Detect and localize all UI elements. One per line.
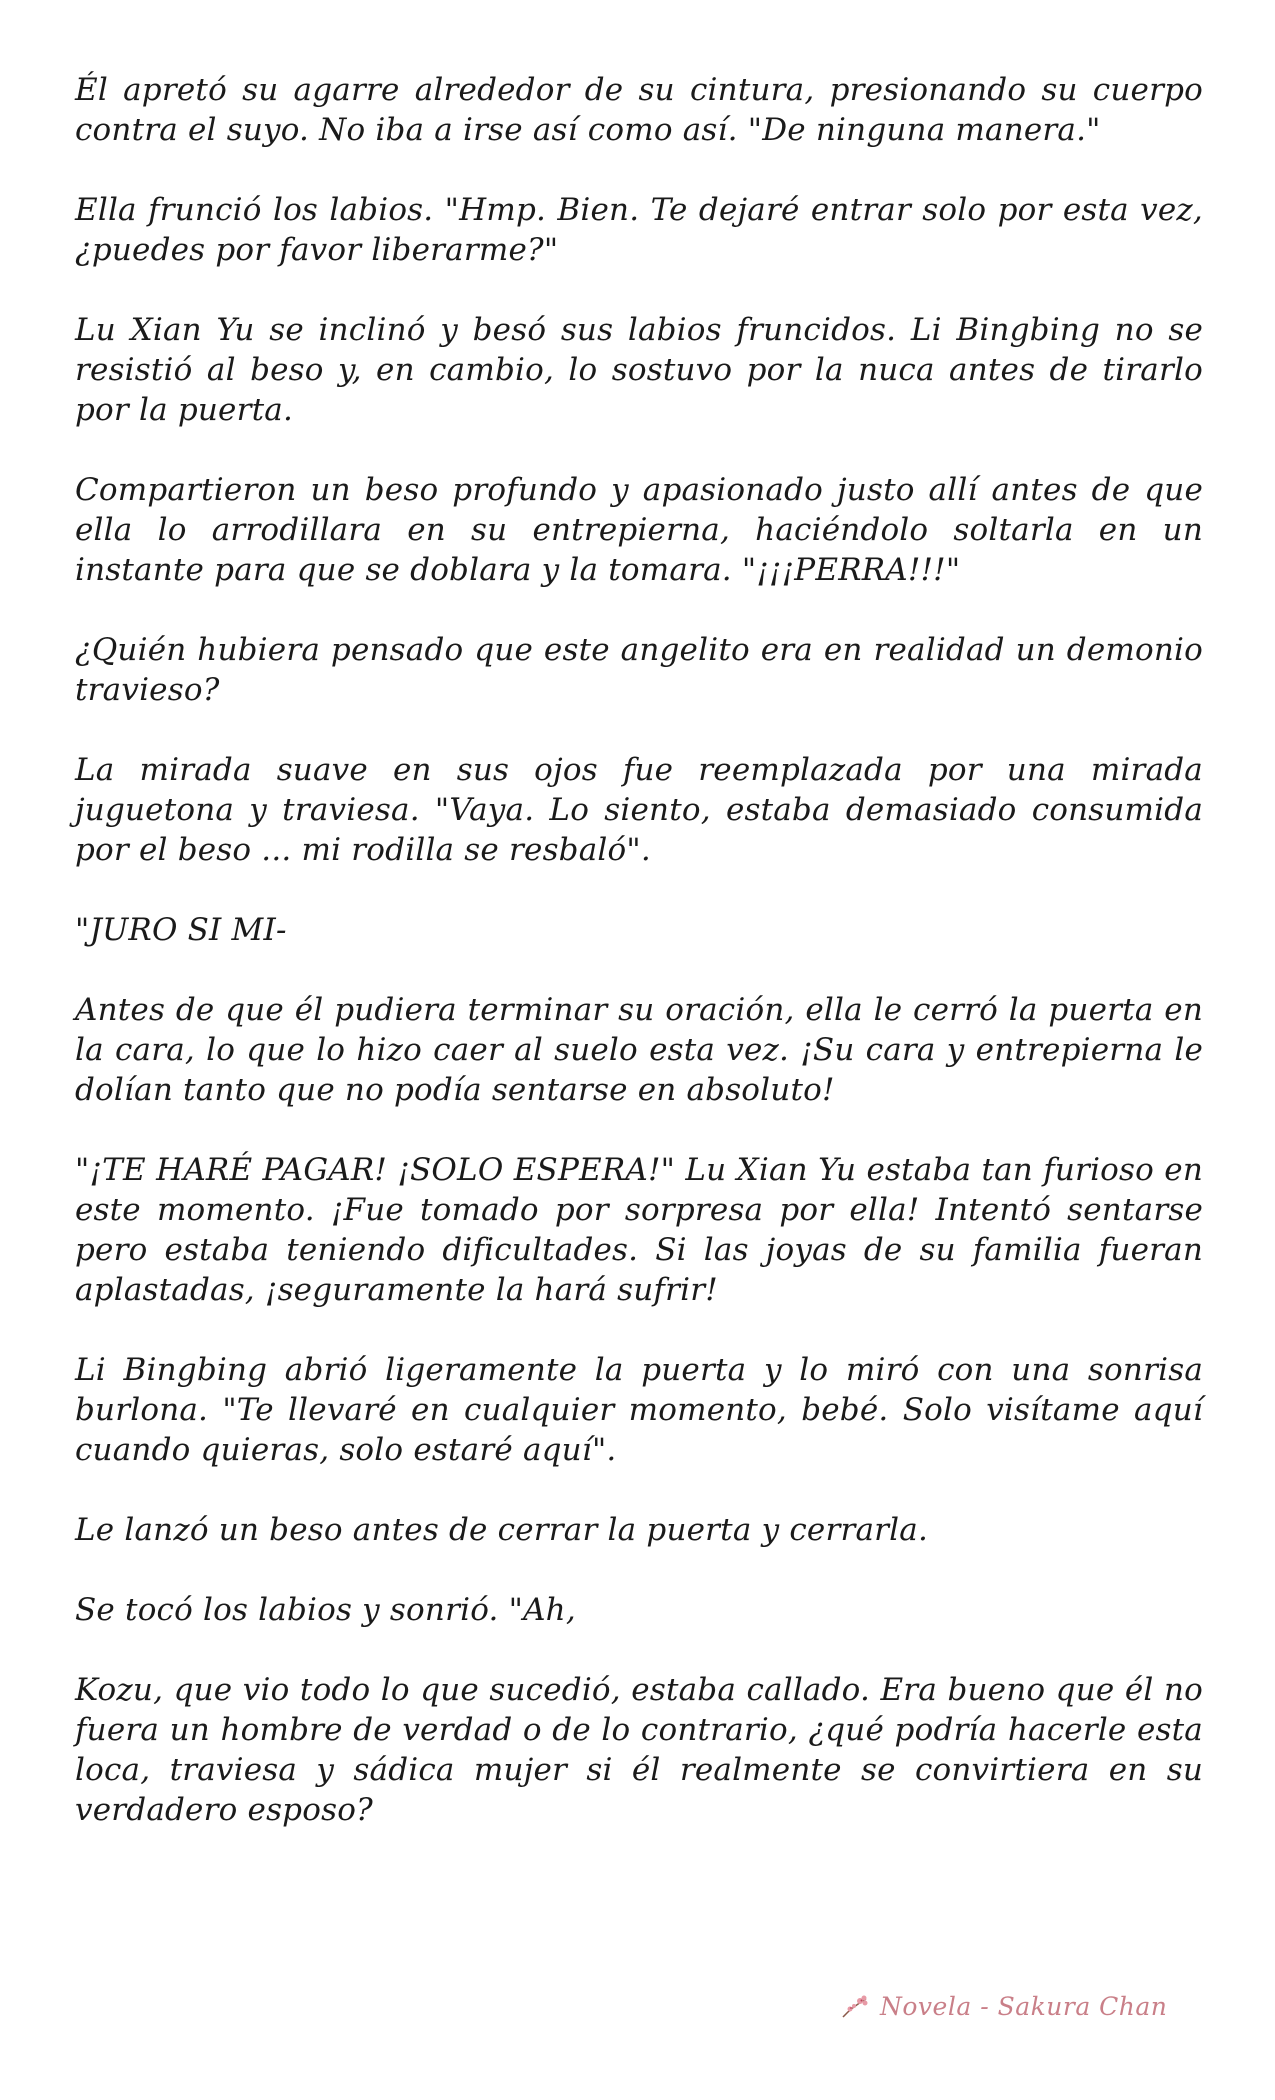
paragraph: "¡TE HARÉ PAGAR! ¡SOLO ESPERA!" Lu Xian Yu estaba tan furioso en este momento. ¡Fue tomado por sorpresa por ella! Intentó sentarse pero estaba teniendo dificultades. Si las joyas de su familia fueran aplastadas, ¡seguramente la hará sufrir! [75,1152,1203,1308]
paragraph: Kozu, que vio todo lo que sucedió, estaba callado. Era bueno que él no fuera un hombre de verdad o de lo contrario, ¿qué podría hacerle esta loca, traviesa y sádica mujer si él realmente se convirtiera en su verdadero esposo? [75,1672,1203,1828]
paragraph: Lu Xian Yu se inclinó y besó sus labios fruncidos. Li Bingbing no se resistió al beso y, en cambio, lo sostuvo por la nuca antes de tirarlo por la puerta. [75,312,1203,428]
paragraph: Compartieron un beso profundo y apasionado justo allí antes de que ella lo arrodillara en su entrepierna, haciéndolo soltarla en un instante para que se doblara y la tomara. "¡¡¡PERRA!!!" [75,472,1203,588]
paragraph: Se tocó los labios y sonrió. "Ah, [75,1592,576,1628]
paragraph: "JURO SI MI- [75,912,287,948]
watermark-text: Novela - Sakura Chan [880,1992,1168,2021]
paragraph: Ella frunció los labios. "Hmp. Bien. Te dejaré entrar solo por esta vez, ¿puedes por favor liberarme?" [75,192,1203,268]
document-body [75,70,1203,1870]
paragraph: Él apretó su agarre alrededor de su cintura, presionando su cuerpo contra el suyo. No iba a irse así como así. "De ninguna manera." [75,72,1203,148]
paragraph: La mirada suave en sus ojos fue reemplazada por una mirada juguetona y traviesa. "Vaya. Lo siento, estaba demasiado consumida por el beso ... mi rodilla se resbaló". [75,752,1203,868]
sakura-flower-icon [840,1993,872,2021]
watermark [840,1992,1167,2021]
paragraph: Li Bingbing abrió ligeramente la puerta y lo miró con una sonrisa burlona. "Te llevaré en cualquier momento, bebé. Solo visítame aquí cuando quieras, solo estaré aquí". [75,1352,1203,1468]
paragraph: ¿Quién hubiera pensado que este angelito era en realidad un demonio travieso? [75,632,1203,708]
paragraph: Le lanzó un beso antes de cerrar la puerta y cerrarla. [75,1512,929,1548]
paragraph: Antes de que él pudiera terminar su oración, ella le cerró la puerta en la cara, lo que lo hizo caer al suelo esta vez. ¡Su cara y entrepierna le dolían tanto que no podía sentarse en absoluto! [75,992,1203,1108]
